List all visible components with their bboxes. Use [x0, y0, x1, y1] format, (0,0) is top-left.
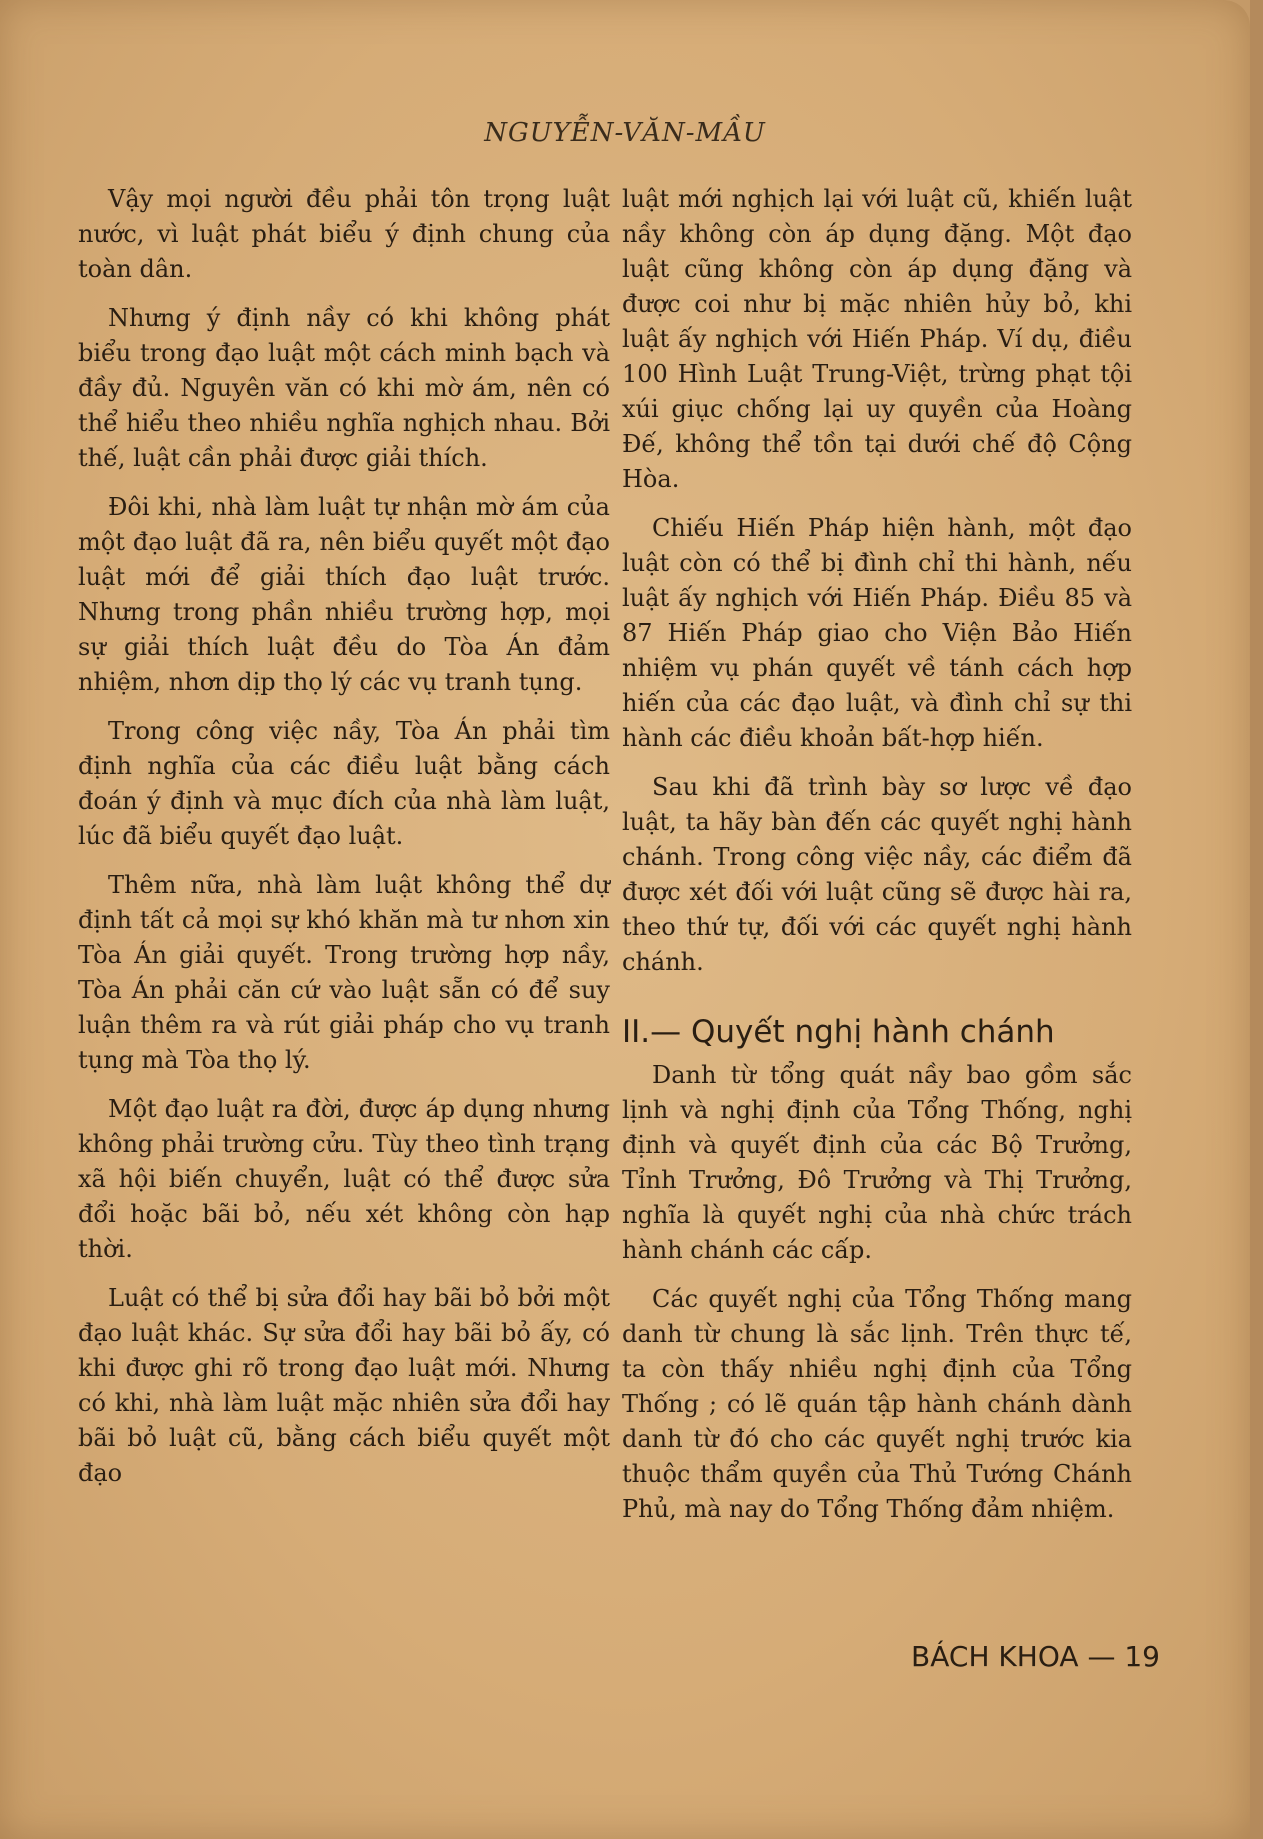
running-head: NGUYỄN-VĂN-MẦU — [484, 118, 766, 148]
paragraph: Trong công việc nầy, Tòa Án phải tìm định nghĩa của các điều luật bằng cách đoán ý định và mục đích của nhà làm luật, lúc đã biểu quyết đạo luật. — [78, 717, 610, 850]
paragraph-continued: luật mới nghịch lại với luật cũ, khiến luật nầy không còn áp dụng đặng. Một đạo luật cũng không còn áp dụng đặng và được coi như bị mặc nhiên hủy bỏ, khi luật ấy nghịch với Hiến Pháp. Ví dụ, điều 100 Hình Luật Trung-Việt, trừng phạt tội xúi giục chống lại uy quyền của Hoàng Đế, không thể tồn tại dưới chế độ Cộng Hòa. — [622, 185, 1132, 493]
paragraph: Đôi khi, nhà làm luật tự nhận mờ ám của một đạo luật đã ra, nên biểu quyết một đạo luật mới để giải thích đạo luật trước. Nhưng trong phần nhiều trường hợp, mọi sự giải thích luật đều do Tòa Án đảm nhiệm, nhơn dịp thọ lý các vụ tranh tụng. — [78, 493, 610, 696]
paragraph: Vậy mọi người đều phải tôn trọng luật nước, vì luật phát biểu ý định chung của toàn dân. — [78, 185, 610, 283]
paragraph: Một đạo luật ra đời, được áp dụng nhưng không phải trường cửu. Tùy theo tình trạng xã hội biến chuyển, luật có thể được sửa đổi hoặc bãi bỏ, nếu xét không còn hạp thời. — [78, 1095, 610, 1263]
paragraph: Thêm nữa, nhà làm luật không thể dự định tất cả mọi sự khó khăn mà tư nhơn xin Tòa Án giải quyết. Trong trường hợp nầy, Tòa Án phải căn cứ vào luật sẵn có để suy luận thêm ra và rút giải pháp cho vụ tranh tụng mà Tòa thọ lý. — [78, 871, 610, 1074]
page-edge — [1250, 0, 1263, 1839]
section-heading: II.— Quyết nghị hành chánh — [622, 1014, 1055, 1050]
paragraph: Luật có thể bị sửa đổi hay bãi bỏ bởi một đạo luật khác. Sự sửa đổi hay bãi bỏ ấy, có khi được ghi rõ trong đạo luật mới. Nhưng có khi, nhà làm luật mặc nhiên sửa đổi hay bãi bỏ luật cũ, bằng cách biểu quyết một đạo — [78, 1284, 610, 1487]
page-footer — [870, 1640, 1160, 1673]
paragraph: Sau khi đã trình bày sơ lược về đạo luật, ta hãy bàn đến các quyết nghị hành chánh. Trong công việc nầy, các điểm đã được xét đối với luật cũng sẽ được hài ra, theo thứ tự, đối với các quyết nghị hành chánh. — [622, 773, 1132, 976]
right-column — [622, 182, 1132, 1541]
paragraph: Danh từ tổng quát nầy bao gồm sắc lịnh và nghị định của Tổng Thống, nghị định và quyết định của các Bộ Trưởng, Tỉnh Trưởng, Đô Trưởng và Thị Trưởng, nghĩa là quyết nghị của nhà chức trách hành chánh các cấp. — [622, 1061, 1132, 1264]
paragraph: Nhưng ý định nầy có khi không phát biểu trong đạo luật một cách minh bạch và đầy đủ. Nguyên văn có khi mờ ám, nên có thể hiểu theo nhiều nghĩa nghịch nhau. Bởi thế, luật cần phải được giải thích. — [78, 304, 610, 472]
page-number: 19 — [1124, 1640, 1160, 1673]
paragraph: Các quyết nghị của Tổng Thống mang danh từ chung là sắc lịnh. Trên thực tế, ta còn thấy nhiều nghị định của Tổng Thống ; có lẽ quán tập hành chánh dành danh từ đó cho các quyết nghị trước kia thuộc thẩm quyền của Thủ Tướng Chánh Phủ, mà nay do Tổng Thống đảm nhiệm. — [622, 1285, 1132, 1523]
paragraph: Chiếu Hiến Pháp hiện hành, một đạo luật còn có thể bị đình chỉ thi hành, nếu luật ấy nghịch với Hiến Pháp. Điều 85 và 87 Hiến Pháp giao cho Viện Bảo Hiến nhiệm vụ phán quyết về tánh cách hợp hiến của các đạo luật, và đình chỉ sự thi hành các điều khoản bất-hợp hiến. — [622, 514, 1132, 752]
footer-separator: — — [1087, 1640, 1116, 1673]
left-column — [78, 182, 610, 1505]
magazine-name: BÁCH KHOA — [911, 1640, 1079, 1673]
